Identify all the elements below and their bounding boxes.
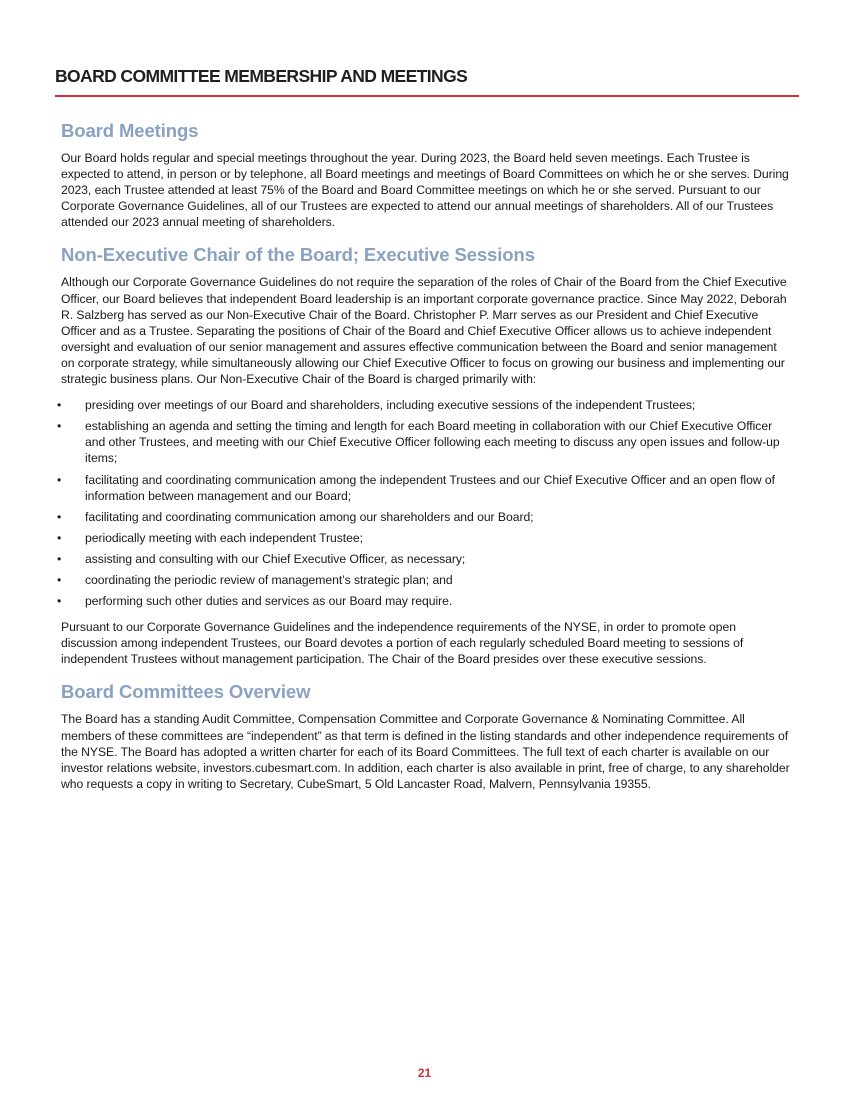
page-number: 21	[417, 1066, 432, 1080]
bullet-icon: •	[57, 572, 62, 587]
heading-non-executive-chair: Non-Executive Chair of the Board; Executive Sessions	[61, 244, 535, 266]
bullet-icon: •	[57, 594, 62, 609]
paragraph-board-meetings: Our Board holds regular and special meetings throughout the year. During 2023, the Board held seven meetings. Each Trustee is expected to attend, in person or by telephone, all Board meetings and meetings of Board Committees on which he or she serves. During 2023, each Trustee attended at least 75% of the Board and Board Committee meetings on which he or she served. Pursuant to our Corporate Governance Guidelines, all of our Trustees are expected to attend our annual meetings of shareholders. All of our Trustees attended our 2023 annual meeting of shareholders.	[61, 151, 789, 230]
list-item: • assisting and consulting with our Chief Executive Officer, as necessary;	[57, 551, 466, 566]
paragraph-executive-sessions: Pursuant to our Corporate Governance Guidelines and the independence requirements of the NYSE, in order to promote open discussion among independent Trustees, our Board devotes a portion of each regularly scheduled Board meeting to sessions of independent Trustees without management participation. The Chair of the Board presides over these executive sessions.	[61, 620, 744, 667]
list-item: • establishing an agenda and setting the timing and length for each Board meeting in collaboration with our Chief Executive Officer and other Trustees, and meeting with our Chief Executive Officer following each meeting to discuss any open issues and follow-up items;	[57, 419, 780, 466]
list-item: • facilitating and coordinating communication among our shareholders and our Board;	[57, 509, 534, 524]
paragraph-chair-intro: Although our Corporate Governance Guidelines do not require the separation of the roles of Chair of the Board from the Chief Executive Officer, our Board believes that independent Board leadership is an important corporate governance practice. Since May 2022, Deborah R. Salzberg has served as our Non-Executive Chair of the Board. Christopher P. Marr serves as our President and Chief Executive Officer and as a Trustee. Separating the positions of Chair of the Board and Chief Executive Officer allows us to achieve independent oversight and evaluation of our senior management and assures effective communication between the Board and senior management on corporate strategy, while simultaneously allowing our Chief Executive Officer to focus on growing our business and implementing our strategic business plans. Our Non-Executive Chair of the Board is charged primarily with:	[61, 275, 787, 387]
list-item: • performing such other duties and services as our Board may require.	[57, 594, 453, 609]
bullet-icon: •	[57, 419, 62, 434]
page-section-title: BOARD COMMITTEE MEMBERSHIP AND MEETINGS	[55, 66, 799, 97]
list-item: • presiding over meetings of our Board and shareholders, including executive sessions of the independent Trustees;	[57, 398, 696, 413]
list-item: • periodically meeting with each independent Trustee;	[57, 530, 363, 545]
bullet-icon: •	[57, 509, 62, 524]
paragraph-committees-overview: The Board has a standing Audit Committee, Compensation Committee and Corporate Governance & Nominating Committee. All members of these committees are “independent” as that term is defined in the listing standards and other independence requirements of the NYSE. The Board has adopted a written charter for each of its Board Committees. The full text of each charter is available on our investor relations website, investors.cubesmart.com. In addition, each charter is also available in print, free of charge, to any shareholder who requests a copy in writing to Secretary, CubeSmart, 5 Old Lancaster Road, Malvern, Pennsylvania 19355.	[61, 712, 790, 791]
heading-board-committees-overview: Board Committees Overview	[61, 681, 311, 703]
page-content	[57, 120, 791, 802]
bullet-icon: •	[57, 530, 62, 545]
chair-duties-list	[57, 397, 791, 609]
bullet-icon: •	[57, 398, 62, 413]
heading-board-meetings: Board Meetings	[61, 120, 199, 141]
list-item: • coordinating the periodic review of management’s strategic plan; and	[57, 572, 453, 587]
bullet-icon: •	[57, 551, 62, 566]
list-item: • facilitating and coordinating communication among the independent Trustees and our Chief Executive Officer and an open flow of information between management and our Board;	[57, 472, 775, 503]
bullet-icon: •	[57, 472, 62, 487]
